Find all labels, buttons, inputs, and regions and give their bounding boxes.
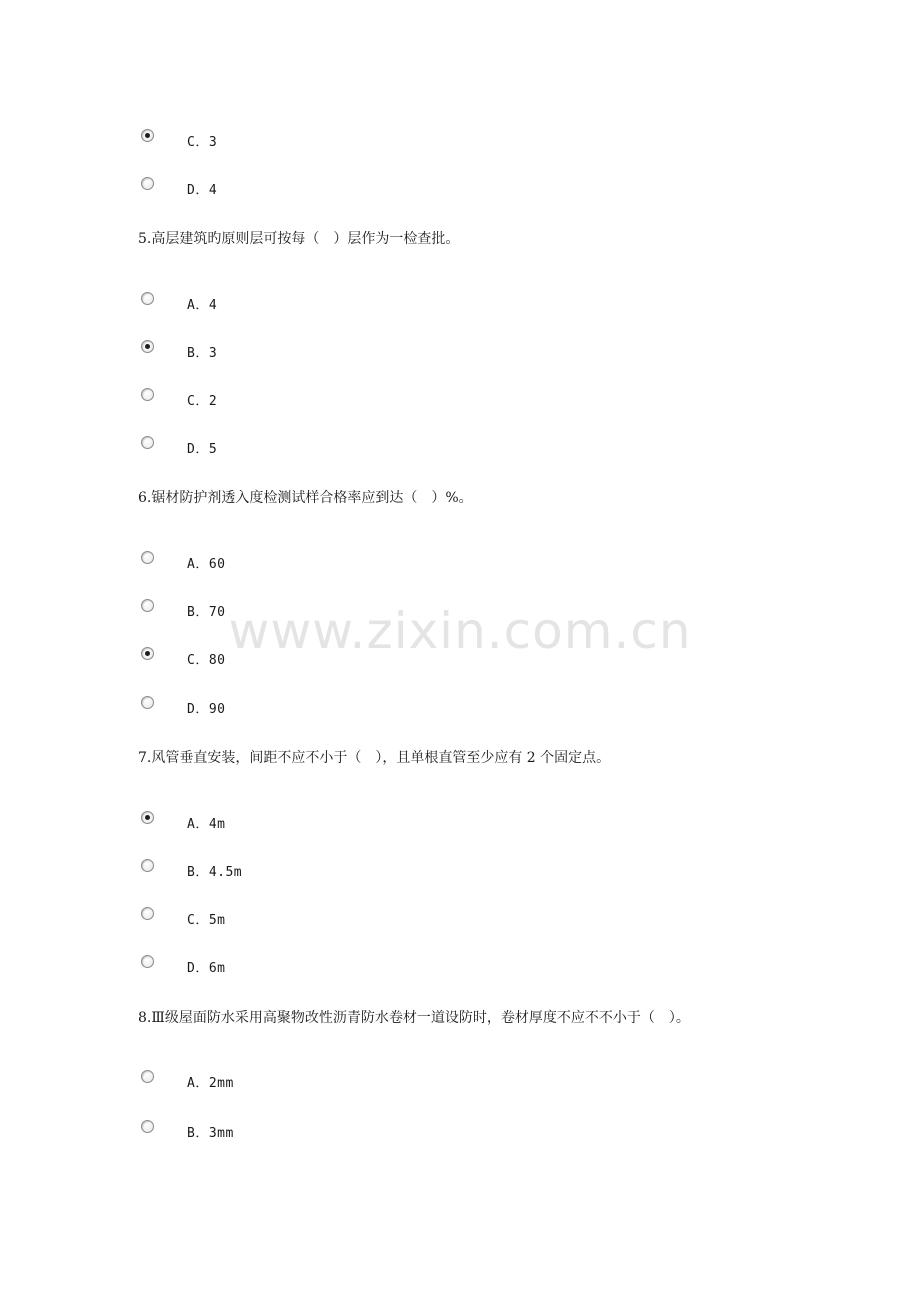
option-label: B．3mm [187,1125,234,1141]
option-q5-b[interactable] [141,341,217,361]
option-label: B．70 [187,604,226,620]
radio-icon[interactable] [141,1120,154,1133]
option-label: D．90 [187,701,226,717]
radio-checked-icon[interactable] [141,129,154,142]
option-q6-a[interactable] [141,552,225,572]
option-prev-c[interactable] [141,130,217,150]
option-label: D．4 [187,182,218,198]
radio-icon[interactable] [141,696,154,709]
watermark: www.zixin.com.cn [228,602,692,660]
radio-checked-icon[interactable] [141,811,154,824]
option-label: A．60 [187,556,226,572]
question-6-text: 6.锯材防护剂透入度检测试样合格率应到达（ ）%。 [138,490,473,506]
option-q8-a[interactable] [141,1071,234,1091]
option-label: A．4m [187,816,226,832]
radio-icon[interactable] [141,599,154,612]
option-q5-a[interactable] [141,293,217,313]
radio-checked-icon[interactable] [141,340,154,353]
radio-icon[interactable] [141,177,154,190]
radio-icon[interactable] [141,1070,154,1083]
option-label: B．4.5m [187,864,243,880]
option-label: D．6m [187,960,226,976]
radio-icon[interactable] [141,955,154,968]
question-8-text: 8.Ⅲ级屋面防水采用高聚物改性沥青防水卷材一道设防时，卷材厚度不应不不小于（ ）。 [138,1010,690,1026]
radio-icon[interactable] [141,292,154,305]
option-label: A．2mm [187,1075,234,1091]
option-q8-b[interactable] [141,1121,234,1141]
question-7-text: 7.风管垂直安装，间距不应不小于（ ），且单根直管至少应有 2 个固定点。 [138,750,611,766]
question-5-text: 5.高层建筑旳原则层可按每（ ）层作为一检查批。 [138,231,460,247]
option-q5-c[interactable] [141,389,217,409]
option-label: C．3 [187,134,218,150]
option-label: C．2 [187,393,218,409]
option-q6-b[interactable] [141,600,225,620]
radio-icon[interactable] [141,907,154,920]
option-q6-c[interactable] [141,648,225,668]
radio-icon[interactable] [141,436,154,449]
option-label: C．80 [187,652,226,668]
option-q7-d[interactable] [141,956,225,976]
option-label: C．5m [187,912,226,928]
radio-icon[interactable] [141,859,154,872]
option-label: A．4 [187,297,218,313]
option-q7-a[interactable] [141,812,225,832]
option-label: B．3 [187,345,218,361]
radio-icon[interactable] [141,388,154,401]
radio-icon[interactable] [141,551,154,564]
option-prev-d[interactable] [141,178,217,198]
option-label: D．5 [187,441,218,457]
option-q5-d[interactable] [141,437,217,457]
option-q6-d[interactable] [141,697,225,717]
option-q7-b[interactable] [141,860,242,880]
radio-checked-icon[interactable] [141,647,154,660]
option-q7-c[interactable] [141,908,225,928]
